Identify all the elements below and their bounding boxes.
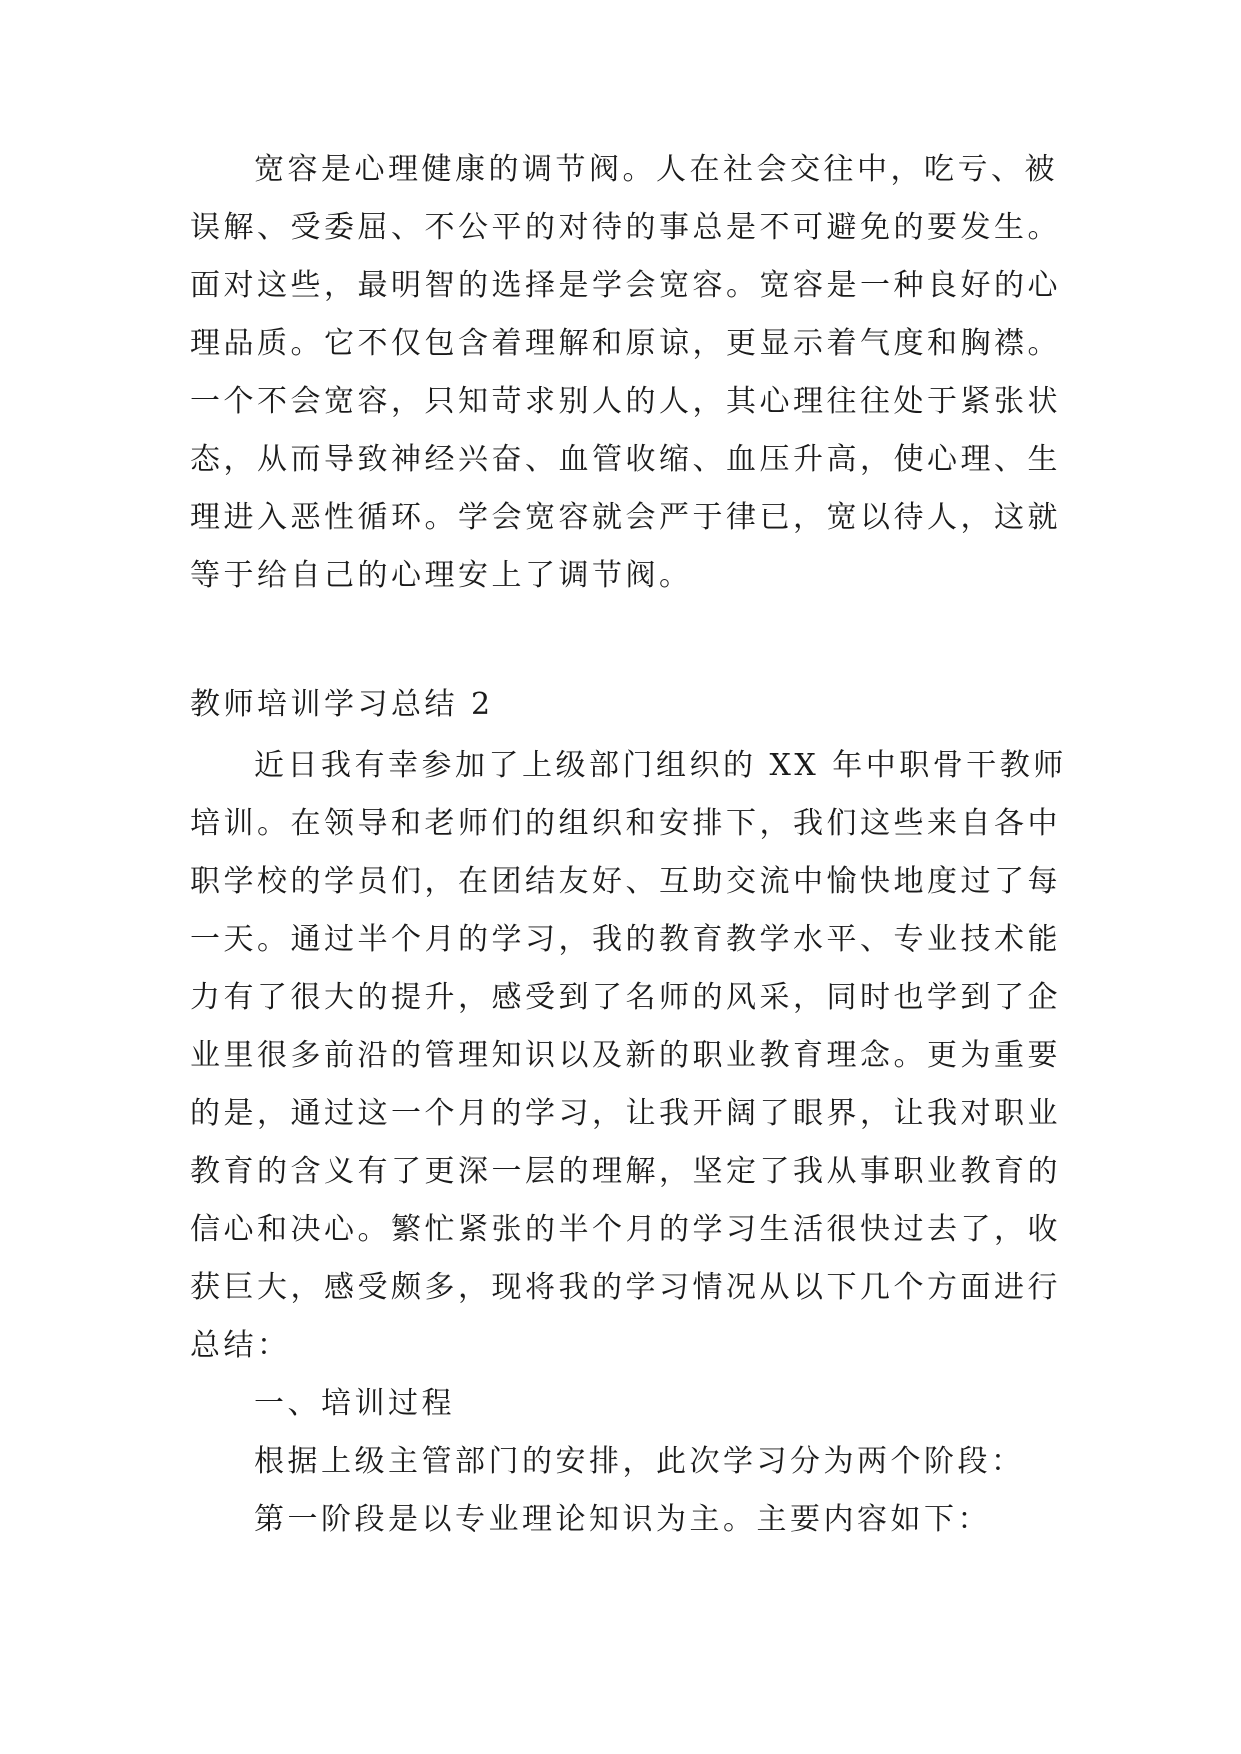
paragraph-line: 第一阶段是以专业理论知识为主。主要内容如下： — [254, 1502, 991, 1537]
paragraph-line: 根据上级主管部门的安排，此次学习分为两个阶段： — [254, 1444, 1025, 1479]
paragraph-line: 面对这些，最明智的选择是学会宽容。宽容是一种良好的心 — [190, 268, 1061, 303]
paragraph-line: 教育的含义有了更深一层的理解，坚定了我从事职业教育的 — [190, 1154, 1061, 1189]
paragraph-line: 理品质。它不仅包含着理解和原谅，更显示着气度和胸襟。 — [190, 326, 1061, 361]
paragraph-line: 等于给自己的心理安上了调节阀。 — [190, 558, 693, 593]
paragraph-line: 态，从而导致神经兴奋、血管收缩、血压升高，使心理、生 — [190, 442, 1061, 477]
paragraph-line: 宽容是心理健康的调节阀。人在社会交往中，吃亏、被 — [254, 152, 1058, 187]
heading-training-process: 一、培训过程 — [254, 1386, 455, 1421]
paragraph-line: 近日我有幸参加了上级部门组织的 XX 年中职骨干教师 — [254, 748, 1067, 783]
paragraph-line: 培训。在领导和老师们的组织和安排下，我们这些来自各中 — [190, 806, 1061, 841]
paragraph-line: 误解、受委屈、不公平的对待的事总是不可避免的要发生。 — [190, 210, 1061, 245]
paragraph-line: 获巨大，感受颇多，现将我的学习情况从以下几个方面进行 — [190, 1270, 1061, 1305]
paragraph-line: 理进入恶性循环。学会宽容就会严于律已，宽以待人，这就 — [190, 500, 1061, 535]
paragraph-line: 总结： — [190, 1328, 291, 1363]
paragraph-line: 的是，通过这一个月的学习，让我开阔了眼界，让我对职业 — [190, 1096, 1061, 1131]
paragraph-line: 一天。通过半个月的学习，我的教育教学水平、专业技术能 — [190, 922, 1061, 957]
paragraph-line: 力有了很大的提升，感受到了名师的风采，同时也学到了企 — [190, 980, 1061, 1015]
paragraph-line: 职学校的学员们，在团结友好、互助交流中愉快地度过了每 — [190, 864, 1061, 899]
section-title: 教师培训学习总结 2 — [190, 687, 494, 722]
paragraph-line: 业里很多前沿的管理知识以及新的职业教育理念。更为重要 — [190, 1038, 1061, 1073]
paragraph-line: 信心和决心。繁忙紧张的半个月的学习生活很快过去了，收 — [190, 1212, 1061, 1247]
paragraph-line: 一个不会宽容，只知苛求别人的人，其心理往往处于紧张状 — [190, 384, 1061, 419]
